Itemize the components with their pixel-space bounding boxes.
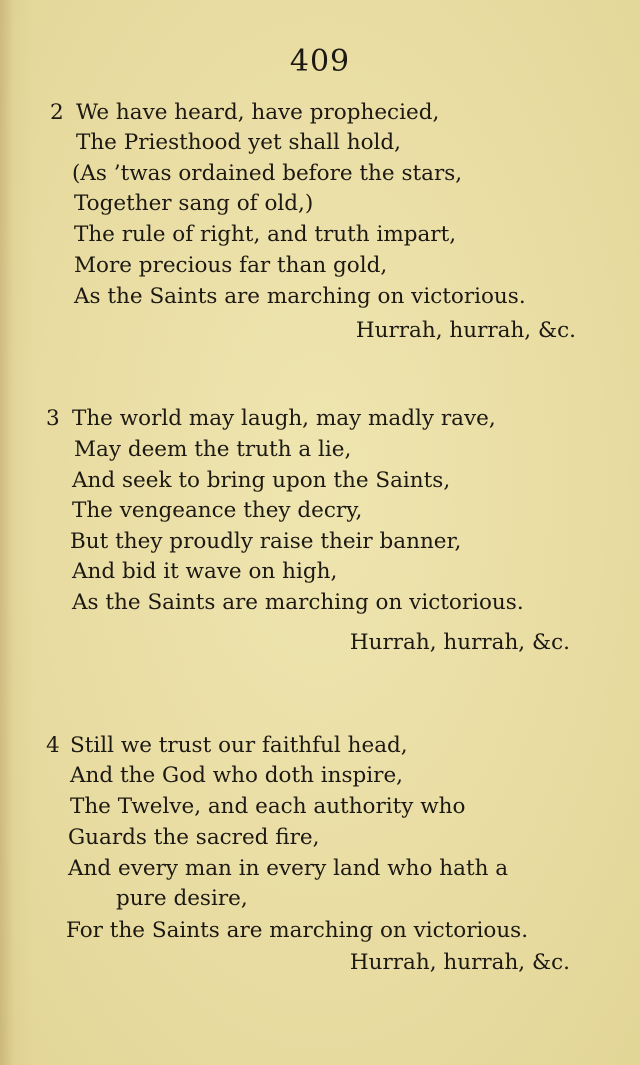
verse-line: And every man in every land who hath a bbox=[68, 856, 509, 881]
verse-line: But they proudly raise their banner, bbox=[70, 529, 462, 554]
verse-line: And seek to bring upon the Saints, bbox=[72, 468, 451, 493]
verse-line: The vengeance they decry, bbox=[72, 498, 363, 523]
verse-number: 3 bbox=[46, 406, 60, 431]
verse-number: 4 bbox=[46, 733, 60, 758]
verse-line: The Priesthood yet shall hold, bbox=[76, 130, 401, 155]
verse-line: The world may laugh, may madly rave, bbox=[72, 406, 496, 431]
verse-line: (As ’twas ordained before the stars, bbox=[72, 161, 463, 186]
verse-line: pure desire, bbox=[116, 886, 248, 911]
verse-line: For the Saints are marching on victorious. bbox=[66, 918, 529, 943]
verse-line: And bid it wave on high, bbox=[72, 559, 338, 584]
verse-line: Together sang of old,) bbox=[74, 191, 314, 216]
verse-line: Guards the sacred fire, bbox=[68, 825, 320, 850]
verse-line: We have heard, have prophecied, bbox=[76, 100, 440, 125]
verse-line: As the Saints are marching on victorious. bbox=[74, 284, 526, 309]
verse-number: 2 bbox=[50, 100, 64, 125]
verse-line: The Twelve, and each authority who bbox=[70, 794, 466, 819]
verse-line: Still we trust our faithful head, bbox=[70, 733, 408, 758]
chorus-refrain: Hurrah, hurrah, &c. bbox=[349, 950, 570, 975]
verse-line: The rule of right, and truth impart, bbox=[74, 222, 457, 247]
verse-line: And the God who doth inspire, bbox=[70, 763, 404, 788]
chorus-refrain: Hurrah, hurrah, &c. bbox=[355, 318, 576, 343]
verse-line: More precious far than gold, bbox=[74, 253, 388, 278]
page-number: 409 bbox=[289, 44, 351, 79]
chorus-refrain: Hurrah, hurrah, &c. bbox=[349, 630, 570, 655]
verse-line: May deem the truth a lie, bbox=[74, 437, 352, 462]
verse-line: As the Saints are marching on victorious. bbox=[72, 590, 524, 615]
